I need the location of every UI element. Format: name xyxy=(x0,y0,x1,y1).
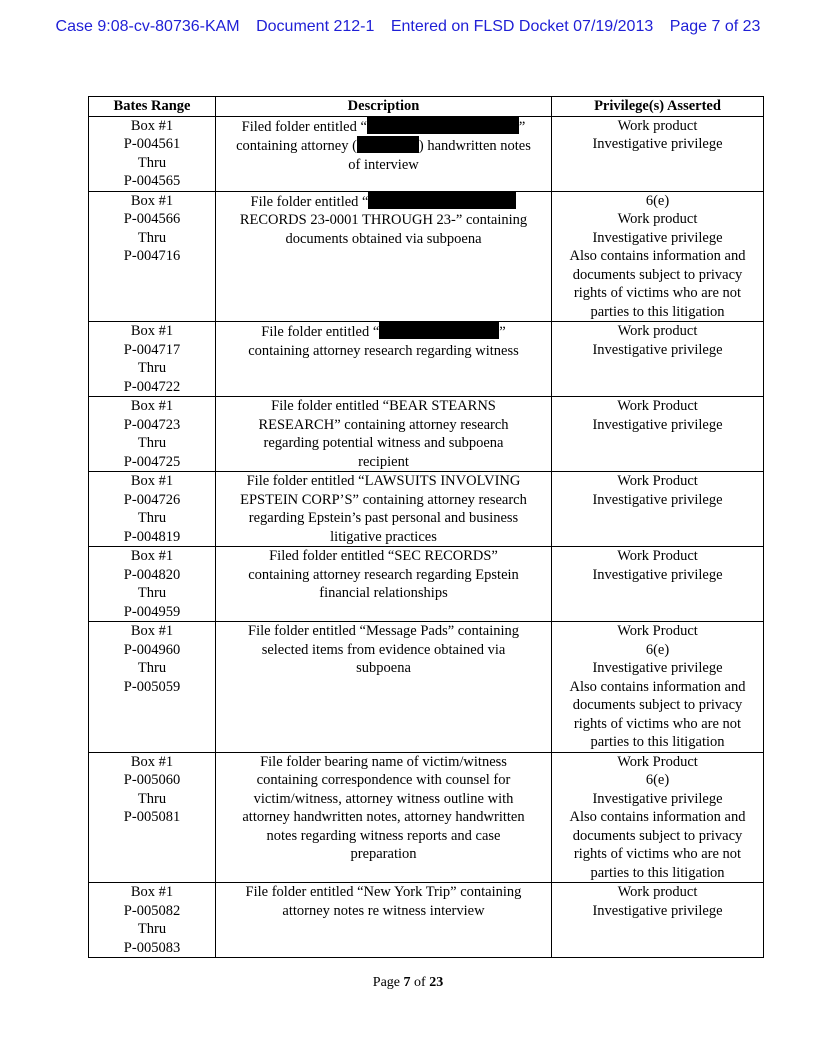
desc-text: containing attorney ( xyxy=(236,138,357,154)
box-number: Box #1 xyxy=(130,323,174,339)
desc-text: regarding Epstein’s past personal and business xyxy=(248,510,519,526)
bates-end: P-004565 xyxy=(123,173,181,189)
desc-text: Filed folder entitled “SEC RECORDS” xyxy=(269,548,498,564)
privilege-item: rights of victims who are not xyxy=(573,846,742,862)
desc-text: File folder bearing name of victim/witness xyxy=(260,753,507,770)
desc-text: selected items from evidence obtained via xyxy=(261,641,506,658)
privilege-item: Work product xyxy=(617,211,698,227)
description-cell xyxy=(216,116,552,191)
table-row xyxy=(89,883,764,958)
desc-text: containing attorney research regarding witness xyxy=(248,342,519,359)
desc-text: RECORDS 23-0001 THROUGH 23-” containing xyxy=(239,212,528,228)
desc-text: File folder entitled “BEAR STEARNS xyxy=(271,398,496,414)
table-row xyxy=(89,472,764,547)
desc-text: notes regarding witness reports and case xyxy=(266,827,501,844)
privilege-item: Investigative privilege xyxy=(592,566,723,583)
description-cell xyxy=(216,191,552,322)
description-cell xyxy=(216,752,552,883)
description-cell xyxy=(216,547,552,622)
bates-end: P-004725 xyxy=(123,453,181,470)
description-cell xyxy=(216,622,552,753)
privilege-cell xyxy=(552,883,764,958)
bates-start: P-004820 xyxy=(123,566,181,583)
docket-header xyxy=(0,18,816,36)
bates-thru: Thru xyxy=(137,360,167,376)
box-number: Box #1 xyxy=(130,548,174,564)
col-header-description: Description xyxy=(216,97,552,117)
table-row xyxy=(89,322,764,397)
desc-text: File folder entitled “LAWSUITS INVOLVING xyxy=(246,473,521,489)
case-number: Case 9:08-cv-80736-KAM xyxy=(55,18,240,35)
privilege-item: Investigative privilege xyxy=(592,416,723,433)
redaction-box xyxy=(368,192,516,209)
bates-start: P-004717 xyxy=(123,341,181,358)
bates-thru: Thru xyxy=(137,921,167,937)
privilege-item: Work Product xyxy=(617,548,698,564)
page-footer xyxy=(0,975,816,991)
privilege-item: Investigative privilege xyxy=(592,229,723,246)
privilege-cell xyxy=(552,622,764,753)
desc-text: attorney handwritten notes, attorney handwritten xyxy=(242,809,525,825)
table-header-row xyxy=(89,97,764,117)
privilege-cell xyxy=(552,397,764,472)
privilege-cell xyxy=(552,547,764,622)
privilege-cell xyxy=(552,752,764,883)
desc-text: Filed folder entitled “ xyxy=(241,118,367,135)
footer-page-label: Page xyxy=(372,975,401,990)
privilege-item: Investigative privilege xyxy=(592,902,723,919)
footer-of-label: of xyxy=(414,975,426,990)
privilege-item: Also contains information and xyxy=(569,248,746,264)
box-number: Box #1 xyxy=(130,884,174,900)
bates-start: P-005082 xyxy=(123,902,181,919)
privilege-item: Work product xyxy=(617,884,698,900)
bates-thru: Thru xyxy=(137,790,167,807)
bates-end: P-004716 xyxy=(123,248,181,264)
desc-text: documents obtained via subpoena xyxy=(285,230,482,247)
bates-end: P-005083 xyxy=(123,939,181,956)
bates-start: P-005060 xyxy=(123,772,181,788)
privilege-item: 6(e) xyxy=(645,772,670,788)
desc-text: File folder entitled “ xyxy=(250,193,369,210)
box-number: Box #1 xyxy=(130,117,174,134)
desc-text: EPSTEIN CORP’S” containing attorney research xyxy=(240,491,527,508)
desc-text: litigative practices xyxy=(330,528,437,545)
desc-text: ” xyxy=(518,118,526,135)
desc-text: financial relationships xyxy=(319,585,448,601)
bates-cell xyxy=(89,883,216,958)
desc-text: containing correspondence with counsel for xyxy=(256,772,511,788)
desc-text: File folder entitled “ xyxy=(261,324,380,340)
description-cell xyxy=(216,883,552,958)
privilege-item: parties to this litigation xyxy=(590,864,725,881)
redaction-box xyxy=(357,136,419,153)
box-number: Box #1 xyxy=(130,473,174,489)
desc-text: recipient xyxy=(358,453,409,470)
bates-cell xyxy=(89,116,216,191)
bates-thru: Thru xyxy=(137,154,167,171)
docket-entry: Entered on FLSD Docket 07/19/2013 xyxy=(390,18,654,35)
privilege-item: documents subject to privacy xyxy=(572,266,743,283)
bates-start: P-004723 xyxy=(123,416,181,433)
desc-text: containing attorney research regarding Epstein xyxy=(248,566,519,583)
bates-cell xyxy=(89,622,216,753)
desc-text: ” xyxy=(499,324,506,340)
privilege-item: 6(e) xyxy=(645,192,670,209)
privilege-item: Investigative privilege xyxy=(592,660,723,676)
privilege-cell xyxy=(552,191,764,322)
box-number: Box #1 xyxy=(130,753,174,770)
bates-cell xyxy=(89,547,216,622)
description-cell xyxy=(216,397,552,472)
privilege-cell xyxy=(552,322,764,397)
header-page: Page 7 of 23 xyxy=(669,18,761,35)
privilege-item: Also contains information and xyxy=(569,678,746,695)
privilege-log-table xyxy=(88,96,764,958)
table-row xyxy=(89,397,764,472)
bates-cell xyxy=(89,322,216,397)
privilege-item: Work Product xyxy=(617,398,698,414)
privilege-item: parties to this litigation xyxy=(590,303,725,320)
privilege-item: Also contains information and xyxy=(569,809,746,825)
privilege-item: Work product xyxy=(617,323,698,339)
privilege-item: 6(e) xyxy=(645,641,670,658)
table-row xyxy=(89,116,764,191)
bates-end: P-004959 xyxy=(123,603,181,620)
bates-end: P-004819 xyxy=(123,528,181,545)
bates-end: P-005081 xyxy=(123,809,181,825)
box-number: Box #1 xyxy=(130,623,174,639)
table-row xyxy=(89,752,764,883)
privilege-item: Work Product xyxy=(617,623,698,639)
description-cell xyxy=(216,322,552,397)
bates-cell xyxy=(89,397,216,472)
privilege-item: Work product xyxy=(617,117,698,134)
box-number: Box #1 xyxy=(130,398,174,414)
bates-end: P-004722 xyxy=(123,378,181,395)
privilege-item: Investigative privilege xyxy=(592,136,723,152)
bates-thru: Thru xyxy=(137,585,167,601)
col-header-bates: Bates Range xyxy=(89,97,216,117)
bates-thru: Thru xyxy=(137,660,167,676)
redaction-box xyxy=(367,117,519,134)
footer-total-pages: 23 xyxy=(429,975,444,990)
box-number: Box #1 xyxy=(130,192,174,209)
desc-text: preparation xyxy=(350,846,417,862)
bates-thru: Thru xyxy=(137,510,167,526)
privilege-item: Work Product xyxy=(617,473,698,489)
bates-thru: Thru xyxy=(137,435,167,451)
bates-cell xyxy=(89,472,216,547)
desc-text: regarding potential witness and subpoena xyxy=(263,435,504,451)
col-header-privilege: Privilege(s) Asserted xyxy=(552,97,764,117)
bates-start: P-004566 xyxy=(123,211,181,227)
privilege-cell xyxy=(552,116,764,191)
privilege-item: Work Product xyxy=(617,753,698,770)
privilege-item: rights of victims who are not xyxy=(573,715,742,732)
bates-start: P-004726 xyxy=(123,491,181,508)
bates-cell xyxy=(89,752,216,883)
privilege-item: parties to this litigation xyxy=(590,734,725,750)
desc-text: File folder entitled “Message Pads” containing xyxy=(248,623,519,639)
bates-thru: Thru xyxy=(137,229,167,246)
desc-text: File folder entitled “New York Trip” containing xyxy=(245,884,522,900)
bates-start: P-004561 xyxy=(123,136,181,152)
desc-text: RESEARCH” containing attorney research xyxy=(258,416,509,433)
bates-cell xyxy=(89,191,216,322)
table-row xyxy=(89,622,764,753)
document-number: Document 212-1 xyxy=(256,18,375,35)
table-row xyxy=(89,547,764,622)
privilege-item: Investigative privilege xyxy=(592,491,723,508)
privilege-item: rights of victims who are not xyxy=(573,285,742,301)
footer-current-page: 7 xyxy=(403,975,411,990)
desc-text: attorney notes re witness interview xyxy=(282,902,485,919)
privilege-item: documents subject to privacy xyxy=(572,697,743,713)
privilege-cell xyxy=(552,472,764,547)
privilege-item: Investigative privilege xyxy=(592,790,723,807)
table-row xyxy=(89,191,764,322)
desc-text: subpoena xyxy=(356,660,411,676)
desc-text: ) handwritten notes xyxy=(418,138,531,154)
desc-text: of interview xyxy=(348,156,419,173)
desc-text: victim/witness, attorney witness outline with xyxy=(253,790,514,807)
privilege-item: documents subject to privacy xyxy=(572,827,743,844)
bates-start: P-004960 xyxy=(123,641,181,658)
privilege-item: Investigative privilege xyxy=(592,341,723,358)
bates-end: P-005059 xyxy=(123,678,181,695)
redaction-box xyxy=(379,322,499,339)
description-cell xyxy=(216,472,552,547)
